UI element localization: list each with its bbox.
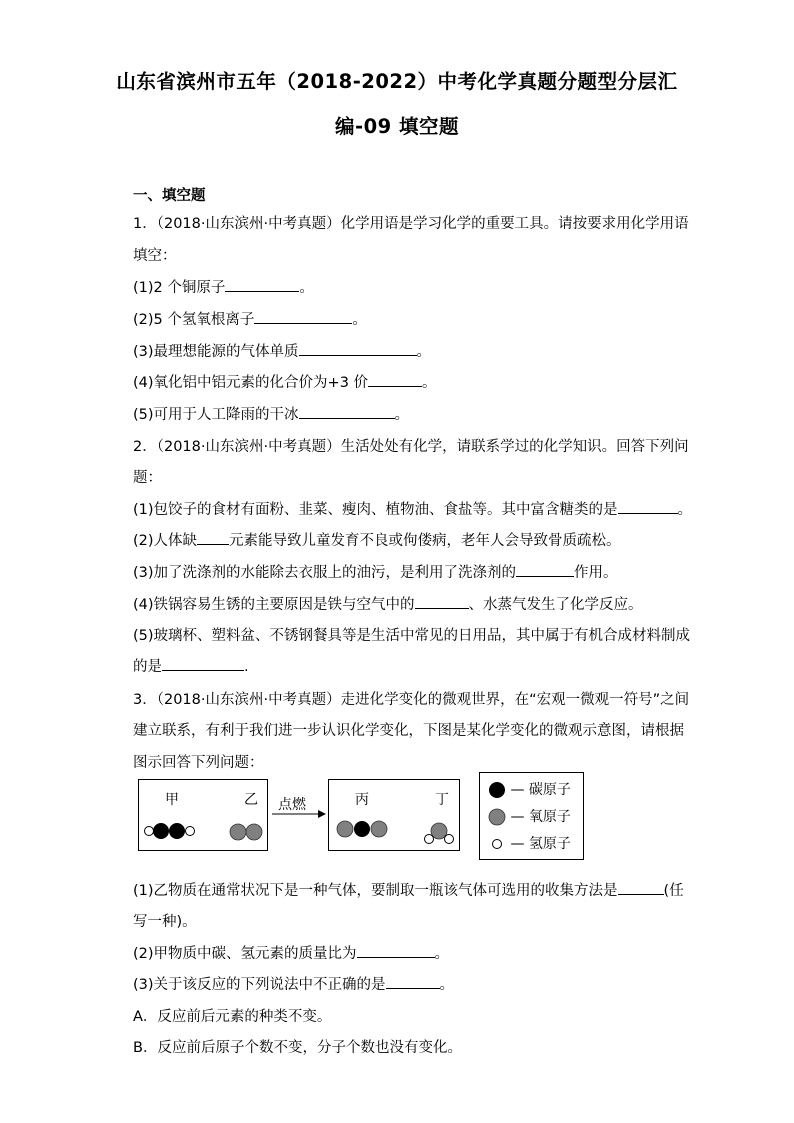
page-title-line1: 山东省滨州市五年（2018-2022）中考化学真题分题型分层汇 (116, 70, 678, 93)
legend-hydrogen (488, 833, 571, 853)
q2-item-5-line2 (133, 655, 249, 676)
q2-item-1-label: (1)包饺子的食材有面粉、韭菜、瘦肉、植物油、食盐等。其中富含糖类的是 (133, 502, 618, 518)
oxygen-atom (431, 823, 447, 839)
q3-item-2 (133, 942, 449, 963)
label-jia: 甲 (165, 792, 179, 808)
answer-blank[interactable] (225, 277, 299, 292)
answer-blank[interactable] (415, 594, 469, 609)
q3-item-2-label: (2)甲物质中碳、氢元素的质量比为 (133, 946, 357, 962)
q1-item-1-end: 。 (299, 280, 314, 296)
q1-item-2 (133, 308, 367, 329)
q3-option-b: B．反应前后原子个数不变，分子个数也没有变化。 (133, 1040, 462, 1056)
q3-item-2-end: 。 (434, 946, 450, 962)
q2-item-3-post: 作用。 (574, 565, 618, 581)
legend-oxygen-text: — 氧原子 (510, 809, 571, 825)
reaction-condition: 点燃 (278, 797, 306, 813)
hydrogen-atom (186, 827, 195, 836)
products-box (328, 779, 460, 851)
oxygen-atom (246, 824, 262, 840)
q1-item-5 (133, 403, 409, 424)
reaction-diagram (136, 772, 586, 862)
q3-option-a: A．反应前后元素的种类不变。 (133, 1009, 332, 1025)
q2-item-2-post: 元素能导致儿童发育不良或佝偻病，老年人会导致骨质疏松。 (229, 533, 621, 549)
q2-item-5-end: . (244, 659, 249, 675)
reactants-box (138, 779, 268, 851)
q2-item-1 (133, 498, 692, 519)
q1-item-4-label: (4)氧化铝中铝元素的化合价为+3 价 (133, 375, 369, 391)
oxygen-atom (371, 821, 387, 837)
label-bing: 丙 (355, 792, 369, 808)
legend-box (479, 772, 584, 860)
q2-item-5-line1: (5)玻璃杯、塑料盆、不锈钢餐具等是生活中常见的日用品，其中属于有机合成材料制成 (133, 628, 691, 644)
q2-item-2-pre: (2)人体缺 (133, 533, 198, 549)
q1-item-1 (133, 276, 314, 297)
answer-blank[interactable] (197, 530, 229, 545)
reaction-arrow (270, 806, 328, 820)
q2-item-4-post: 、水蒸气发生了化学反应。 (468, 597, 643, 613)
q2-stem-line2: 题： (133, 470, 162, 486)
legend-hydrogen-text: — 氢原子 (510, 836, 571, 852)
q3-item-3-label: (3)关于该反应的下列说法中不正确的是 (133, 977, 386, 993)
q1-stem-line1: 1．（2018·山东滨州·中考真题）化学用语是学习化学的重要工具。请按要求用化学用语 (133, 216, 689, 232)
answer-blank[interactable] (516, 562, 574, 577)
answer-blank[interactable] (386, 974, 440, 989)
hydrogen-atom (145, 827, 154, 836)
oxygen-atom (230, 824, 246, 840)
molecule-jia (145, 823, 195, 839)
answer-blank[interactable] (368, 372, 422, 387)
legend-carbon (488, 779, 571, 799)
q2-item-4-pre: (4)铁锅容易生锈的主要原因是铁与空气中的 (133, 597, 415, 613)
answer-blank[interactable] (299, 341, 417, 356)
carbon-atom (169, 823, 185, 839)
q3-item-3-end: 。 (439, 977, 455, 993)
q1-item-5-end: 。 (394, 407, 410, 423)
q1-item-3-end: 。 (416, 344, 432, 360)
carbon-atom (354, 821, 370, 837)
q2-stem-line1: 2．（2018·山东滨州·中考真题）生活处处有化学，请联系学过的化学知识。回答下列问 (133, 439, 689, 455)
carbon-atom (153, 823, 169, 839)
q1-item-5-label: (5)可用于人工降雨的干冰 (133, 407, 299, 423)
q3-stem-line2: 建立联系，有利于我们进一步认识化学变化，下图是某化学变化的微观示意图，请根据 (133, 723, 684, 739)
q3-item-1-pre: (1)乙物质在通常状况下是一种气体，要制取一瓶该气体可选用的收集方法是 (133, 883, 618, 899)
q2-item-4 (133, 593, 643, 614)
legend-oxygen (488, 806, 571, 826)
white-circle-icon (488, 835, 506, 853)
gray-circle-icon (488, 808, 506, 826)
answer-blank[interactable] (618, 880, 664, 895)
page-title-line2: 编-09 填空题 (334, 115, 460, 138)
answer-blank[interactable] (299, 404, 395, 419)
answer-blank[interactable] (162, 656, 244, 671)
product-molecules (329, 780, 459, 850)
q1-item-4 (133, 371, 437, 392)
q1-item-1-label: (1)2 个铜原子 (133, 280, 226, 296)
black-circle-icon (488, 781, 506, 799)
legend-carbon-text: — 碳原子 (510, 782, 571, 798)
molecule-yi (230, 824, 262, 840)
q3-item-3 (133, 973, 454, 994)
q3-item-1-line2: 写一种)。 (133, 914, 197, 930)
molecule-bing (337, 821, 387, 837)
q1-item-4-end: 。 (422, 375, 437, 391)
q2-item-1-end: 。 (677, 502, 693, 518)
hydrogen-atom (445, 835, 454, 844)
q1-stem-line2: 填空： (133, 248, 177, 264)
q2-item-2 (133, 529, 621, 550)
answer-blank[interactable] (357, 943, 435, 958)
q1-item-3 (133, 340, 431, 361)
label-ding: 丁 (435, 792, 449, 808)
q3-item-1-line1 (133, 879, 684, 900)
reactant-molecules (139, 780, 267, 850)
q2-item-3-pre: (3)加了洗涤剂的水能除去衣服上的油污，是利用了洗涤剂的 (133, 565, 517, 581)
q3-stem-line1: 3．（2018·山东滨州·中考真题）走进化学变化的微观世界，在“宏观一微观一符号”之间 (133, 692, 690, 708)
label-yi: 乙 (244, 792, 258, 808)
q1-item-2-end: 。 (352, 312, 367, 328)
oxygen-atom (337, 821, 353, 837)
molecule-ding (425, 823, 454, 844)
answer-blank[interactable] (618, 499, 678, 514)
q1-item-3-label: (3)最理想能源的气体单质 (133, 344, 299, 360)
section-heading: 一、填空题 (133, 188, 206, 204)
q3-item-1-post: (任 (663, 883, 684, 899)
q2-item-3 (133, 561, 618, 582)
q2-item-5-pre: 的是 (133, 659, 162, 675)
answer-blank[interactable] (254, 309, 352, 324)
q1-item-2-label: (2)5 个氢氧根离子 (133, 312, 255, 328)
q3-stem-line3: 图示回答下列问题： (133, 755, 264, 771)
hydrogen-atom (425, 835, 434, 844)
